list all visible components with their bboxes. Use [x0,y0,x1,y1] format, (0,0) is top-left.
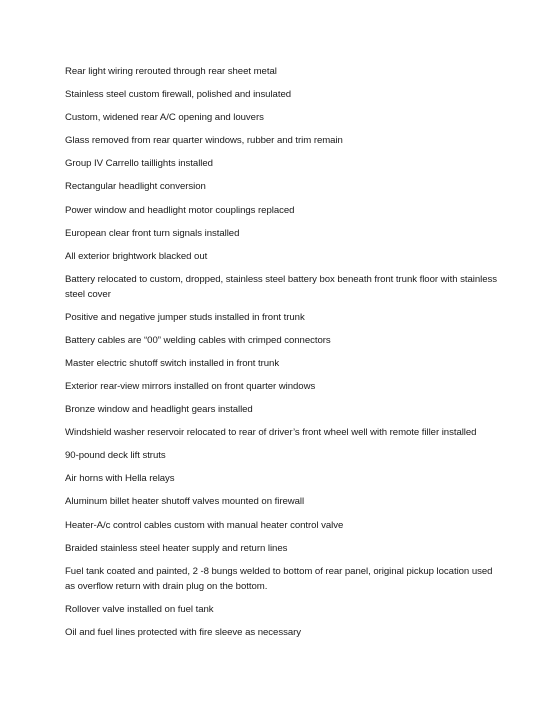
list-item: Battery relocated to custom, dropped, stainless steel battery box beneath front trunk floor with stainless steel cover [65,273,497,300]
list-item: Group IV Carrello taillights installed [65,158,213,170]
list-item: Rear light wiring rerouted through rear sheet metal [65,66,277,77]
list-item: Rectangular headlight conversion [65,181,206,193]
list-item: Exterior rear-view mirrors installed on front quarter windows [65,381,316,393]
list-item: Battery cables are “00” welding cables with crimped connectors [65,334,331,346]
list-item: Fuel tank coated and painted, 2 -8 bungs welded to bottom of rear panel, original pickup location used as overflow return with drain plug on the bottom. [65,565,493,592]
list-item: Stainless steel custom firewall, polished and insulated [65,89,292,101]
list-item: Custom, widened rear A/C opening and louvers [65,112,264,124]
list-item: Braided stainless steel heater supply and return lines [65,542,288,554]
list-item: Power window and headlight motor couplings replaced [65,204,295,216]
list-item: All exterior brightwork blacked out [65,250,208,262]
list-item: Aluminum billet heater shutoff valves mounted on firewall [65,496,305,508]
list-item: Positive and negative jumper studs installed in front trunk [65,311,305,323]
list-item: Rollover valve installed on fuel tank [65,603,214,615]
list-item: European clear front turn signals installed [65,227,240,239]
list-item: Master electric shutoff switch installed in front trunk [65,357,280,369]
list-item: Air horns with Hella relays [65,473,175,485]
list-item: Glass removed from rear quarter windows, rubber and trim remain [65,135,343,147]
modification-list [65,65,505,649]
list-item: Windshield washer reservoir relocated to rear of driver’s front wheel well with remote filler installed [65,427,477,439]
list-item: Heater-A/c control cables custom with manual heater control valve [65,519,344,531]
list-item: Bronze window and headlight gears installed [65,404,253,416]
list-item: 90-pound deck lift struts [65,450,166,462]
list-item: Oil and fuel lines protected with fire sleeve as necessary [65,626,301,638]
